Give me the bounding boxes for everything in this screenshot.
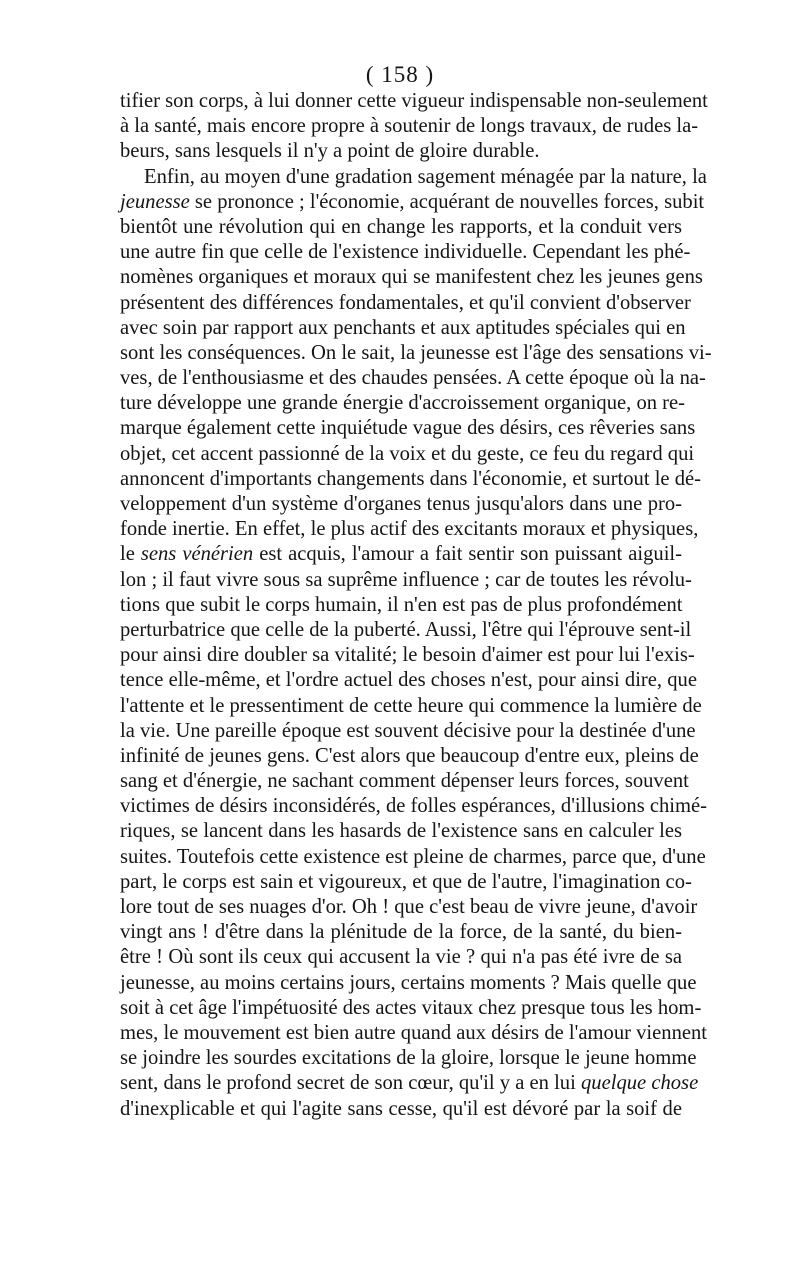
text-line [120, 165, 707, 190]
text-line [120, 819, 682, 844]
text-segment: fonde inertie. En effet, le plus actif des excitants moraux et physiques, [120, 518, 699, 541]
text-segment: à la santé, mais encore propre à soutenir de longs travaux, de rudes la- [120, 115, 699, 138]
italic-text: jeunesse [120, 190, 190, 213]
text-segment: perturbatrice que celle de la puberté. Aussi, l'être qui l'éprouve sent-il [120, 618, 692, 641]
text-segment: sent, dans le profond secret de son cœur, qu'il y a en lui [120, 1072, 581, 1095]
text-line [120, 971, 697, 996]
text-segment: veloppement d'un système d'organes tenus jusqu'alors dans une pro- [120, 493, 682, 515]
text-line [120, 114, 699, 139]
text-line [120, 668, 697, 693]
text-line [120, 316, 686, 341]
text-line [120, 240, 691, 265]
italic-text: quelque chose [580, 1072, 699, 1095]
text-segment: lon ; il faut vivre sous sa suprême influence ; car de toutes les révolu- [120, 568, 692, 591]
text-line [120, 643, 695, 668]
text-segment: victimes de désirs inconsidérés, de folles espérances, d'illusions chimé- [120, 795, 708, 818]
text-segment: l'attente et le pressentiment de cette heure qui commence la lumière de [120, 694, 702, 717]
text-segment: jeunesse, au moins certains jours, certains moments ? Mais quelle que [120, 971, 697, 994]
text-segment: suites. Toutefois cette existence est pleine de charmes, parce que, d'une [120, 845, 706, 868]
text-segment: infinité de jeunes gens. C'est alors que beaucoup d'entre eux, pleins de [120, 744, 699, 767]
text-line [120, 366, 706, 391]
text-line [120, 1046, 697, 1071]
text-segment: est acquis, l'amour a fait sentir son puissant aiguil- [253, 543, 683, 566]
text-segment: mes, le mouvement est bien autre quand aux désirs de l'amour viennent [120, 1021, 708, 1044]
text-segment: ture développe une grande énergie d'accroissement organique, on re- [120, 392, 686, 415]
text-segment: bientôt une révolution qui en change les rapports, et la conduit vers [120, 215, 682, 238]
text-segment: le [120, 543, 141, 566]
text-line [120, 467, 702, 492]
text-segment: tions que subit le corps humain, il n'en est pas de plus profondément [120, 593, 683, 616]
text-segment: riques, se lancent dans les hasards de l'existence sans en calculer les [120, 820, 682, 843]
text-line [120, 845, 706, 870]
text-line [120, 492, 682, 517]
text-line [120, 265, 703, 290]
text-line [120, 542, 682, 567]
text-line [120, 1071, 699, 1096]
text-segment: annoncent d'importants changements dans l'économie, et surtout le dé- [120, 467, 702, 490]
text-line [120, 1097, 682, 1122]
text-line [120, 139, 682, 164]
text-segment: objet, cet accent passionné de la voix et du geste, ce feu du regard qui [120, 442, 695, 465]
text-segment: une autre fin que celle de l'existence individuelle. Cependant les phé- [120, 241, 691, 264]
text-segment: la vie. Une pareille époque est souvent décisive pour la destinée d'une [120, 719, 696, 742]
text-segment: présentent des différences fondamentales, et qu'il convient d'observer [120, 291, 691, 314]
text-line [120, 416, 696, 441]
text-line [120, 996, 702, 1021]
text-segment: tence elle-même, et l'ordre actuel des choses n'est, pour ainsi dire, que [120, 669, 697, 692]
text-line [120, 517, 699, 542]
text-line [120, 291, 691, 316]
text-line [120, 744, 699, 769]
text-segment: tifier son corps, à lui donner cette vigueur indispensable non-seulement [120, 90, 708, 112]
text-line [120, 769, 689, 794]
text-segment: se prononce ; l'économie, acquérant de nouvelles forces, subit [189, 190, 705, 213]
text-segment: sang et d'énergie, ne sachant comment dépenser leurs forces, souvent [120, 770, 689, 793]
text-line [120, 945, 682, 970]
text-line [120, 870, 692, 895]
text-segment: être ! Où sont ils ceux qui accusent la vie ? qui n'a pas été ivre de sa [120, 946, 682, 969]
text-line [120, 694, 702, 719]
text-segment: nomènes organiques et moraux qui se manifestent chez les jeunes gens [120, 266, 703, 289]
text-segment: soit à cet âge l'impétuosité des actes vitaux chez presque tous les hom- [120, 996, 702, 1019]
text-line [120, 895, 698, 920]
text-line [120, 593, 682, 618]
text-segment: Enfin, au moyen d'une gradation sagement ménagée par la nature, la [144, 165, 707, 188]
text-line [120, 618, 692, 643]
text-segment: marque également cette inquiétude vague des désirs, ces rêveries sans [120, 417, 696, 440]
text-segment: avec soin par rapport aux penchants et aux aptitudes spéciales qui en [120, 316, 686, 339]
text-segment: ves, de l'enthousiasme et des chaudes pensées. A cette époque où la na- [120, 367, 706, 390]
text-segment: lore tout de ses nuages d'or. Oh ! que c'est beau de vivre jeune, d'avoir [120, 896, 698, 918]
text-line [120, 442, 695, 467]
body-text [120, 89, 712, 1122]
text-line [120, 920, 682, 945]
italic-text: sens vénérien [140, 543, 254, 566]
text-segment: sont les conséquences. On le sait, la jeunesse est l'âge des sensations vi- [120, 341, 712, 364]
text-line [120, 1021, 708, 1046]
text-line [120, 719, 696, 744]
text-line [120, 568, 692, 593]
text-line [120, 341, 712, 366]
text-segment: beurs, sans lesquels il n'y a point de gloire durable. [120, 140, 540, 163]
text-line [120, 190, 705, 215]
text-segment: se joindre les sourdes excitations de la gloire, lorsque le jeune homme [120, 1047, 697, 1070]
page-number: ( 158 ) [365, 62, 435, 87]
text-segment: d'inexplicable et qui l'agite sans cesse, qu'il est dévoré par la soif de [120, 1097, 682, 1120]
text-segment: pour ainsi dire doubler sa vitalité; le besoin d'aimer est pour lui l'exis- [120, 644, 695, 667]
text-line [120, 215, 682, 240]
text-line [120, 794, 708, 819]
text-line [120, 391, 686, 416]
text-segment: vingt ans ! d'être dans la plénitude de la force, de la santé, du bien- [120, 921, 682, 944]
text-segment: part, le corps est sain et vigoureux, et que de l'autre, l'imagination co- [120, 870, 692, 893]
text-line [120, 89, 708, 114]
